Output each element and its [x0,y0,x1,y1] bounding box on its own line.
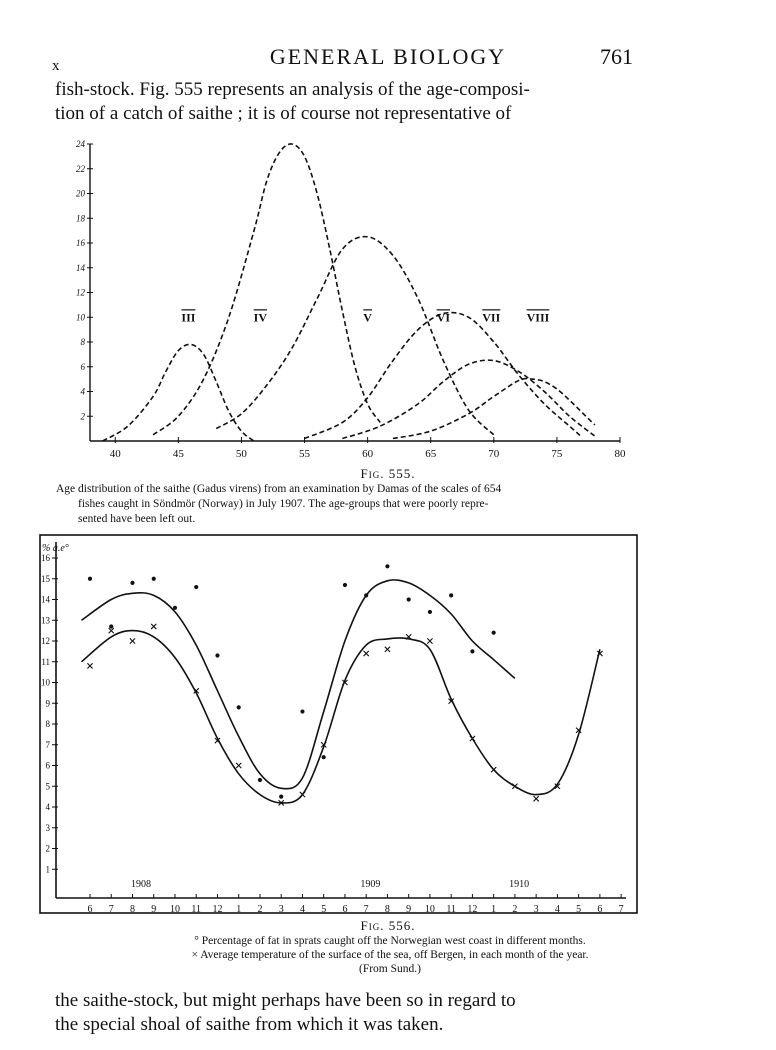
y-tick-label: 13 [41,615,50,626]
fat-percentage-point [449,593,453,597]
running-head: GENERAL BIOLOGY [269,44,507,69]
fat-percentage-point [470,649,474,653]
fat-percentage-point [428,610,432,614]
fat-percentage-point [173,606,177,610]
x-tick-label: 4 [554,904,560,915]
x-tick-label: 40 [109,448,121,460]
year-label: 1909 [360,879,381,890]
fat-percentage-curve [82,580,515,789]
y-tick-label: 22 [76,163,85,174]
y-tick-label: 12 [76,287,85,298]
fat-percentage-point [215,653,219,657]
page-number: 761 [600,44,633,69]
x-tick-label: 11 [446,904,456,915]
figure-556-outer-frame [40,535,637,913]
y-tick-label: 10 [41,677,50,688]
x-tick-label: 10 [169,904,180,915]
paragraph-top-line-2: tion of a catch of saithe ; it is of course not representative of [55,103,512,124]
x-tick-label: 12 [212,904,223,915]
x-tick-label: 7 [618,904,624,915]
x-tick-label: 70 [488,448,500,460]
x-tick-label: 55 [299,448,311,460]
x-tick-label: 6 [342,904,348,915]
y-tick-label: 4 [45,802,50,812]
y-tick-label: 7 [45,739,50,750]
fat-percentage-point [237,705,241,709]
x-tick-label: 10 [424,904,435,915]
y-tick-label: 2 [45,843,50,854]
figure-556-legend-line-3: (From Sund.) [359,963,421,975]
sea-temperature-point [236,763,241,768]
y-tick-label: 1 [45,864,50,875]
y-tick-label: 10 [76,312,85,323]
fat-percentage-point [407,597,411,601]
y-tick-label: 4 [80,386,85,397]
sea-temperature-point [470,736,475,741]
sea-temperature-point [385,647,390,652]
paragraph-top-line-1: fish-stock. Fig. 555 represents an analysis of the age-composi- [55,79,530,100]
x-tick-label: 2 [257,904,263,915]
figure-555-caption-line-1: Age distribution of the saithe (Gadus virens) from an examination by Damas of the scales of 654 [56,483,502,495]
x-tick-label: 7 [363,904,369,915]
sea-temperature-point [364,651,369,656]
x-tick-label: 3 [533,904,539,915]
x-tick-label: 75 [551,448,563,460]
age-group-curve [103,344,254,441]
age-group-curve [393,379,595,439]
x-tick-label: 5 [321,904,327,915]
figure-556-legend [60,934,720,976]
figure-555-label: Fig. 555. [360,466,416,481]
sea-temperature-point [491,767,496,772]
figure-555-caption [56,482,646,527]
x-tick-label: 45 [172,448,184,460]
fat-percentage-point [194,585,198,589]
y-axis-label: % a.e° [42,543,69,554]
fat-percentage-point [130,581,134,585]
year-label: 1910 [509,879,530,890]
sea-temperature-point [427,638,432,643]
sea-temperature-curve [82,631,600,803]
sea-temperature-point [300,792,305,797]
figure-555-caption-line-3: sented have been left out. [78,513,196,525]
figure-556-label: Fig. 556. [360,918,416,933]
fat-percentage-point [279,795,283,799]
age-group-label: VIII [526,310,550,325]
fat-percentage-point [88,577,92,581]
figure-555-caption-line-2: fishes caught in Söndmör (Norway) in July 1907. The age-groups that were poorly repre- [78,498,489,510]
x-tick-label: 3 [278,904,284,915]
fat-percentage-point [385,564,389,568]
x-tick-label: 50 [235,448,247,460]
y-tick-label: 16 [41,553,50,563]
x-tick-label: 2 [512,904,518,915]
x-tick-label: 6 [597,904,603,915]
sea-temperature-point [87,663,92,668]
age-group-label: V [363,310,372,325]
paragraph-top [55,78,655,126]
y-tick-label: 8 [45,719,50,729]
fat-percentage-point [109,624,113,628]
x-tick-label: 8 [384,904,390,915]
sea-temperature-point [130,638,135,643]
y-tick-label: 5 [45,781,50,792]
x-tick-label: 6 [87,904,93,915]
x-tick-label: 80 [614,448,626,460]
fat-percentage-point [300,709,304,713]
figure-555-chart [50,134,640,469]
y-tick-label: 15 [41,573,50,584]
y-tick-label: 24 [76,139,85,149]
y-tick-label: 14 [76,262,85,273]
y-tick-label: 11 [41,656,50,667]
y-tick-label: 12 [41,636,50,646]
y-tick-label: 20 [76,188,85,199]
age-group-label: IV [253,310,268,325]
x-tick-label: 1 [236,904,242,915]
fat-percentage-point [258,778,262,782]
paragraph-bottom-line-2: the special shoal of saithe from which it was taken. [55,1014,444,1035]
age-group-label: III [181,310,196,325]
age-group-curve [342,360,594,438]
y-tick-label: 6 [80,361,85,372]
x-tick-label: 12 [467,904,478,915]
x-tick-label: 8 [129,904,135,915]
age-group-label: VI [436,310,451,325]
year-label: 1908 [130,879,151,890]
x-tick-label: 9 [406,904,412,915]
figure-556-legend-line-2: × Average temperature of the surface of the sea, off Bergen, in each month of the year. [191,949,589,961]
x-tick-label: 1 [491,904,497,915]
x-tick-label: 5 [576,904,582,915]
figure-556-chart [36,530,646,920]
paragraph-bottom-line-1: the saithe-stock, but might perhaps have been so in regard to [55,990,516,1011]
x-tick-label: 11 [191,904,202,915]
y-tick-label: 14 [41,594,50,605]
sea-temperature-point [151,624,156,629]
y-tick-label: 2 [80,411,85,422]
x-tick-label: 65 [425,448,437,460]
age-group-curve [153,144,380,435]
fat-percentage-point [322,755,326,759]
x-tick-label: 9 [151,904,157,915]
sea-temperature-point [534,796,539,801]
y-tick-label: 18 [76,213,85,224]
figure-556-legend-line-1: ° Percentage of fat in sprats caught off the Norwegian west coast in different months. [194,935,586,947]
age-group-curve [216,237,494,435]
age-group-label: VII [482,310,501,325]
fat-percentage-point [152,577,156,581]
y-tick-label: 9 [45,698,50,709]
y-tick-label: 16 [76,238,85,248]
x-tick-label: 7 [108,904,114,915]
fat-percentage-point [343,583,347,587]
fat-percentage-point [492,631,496,635]
fat-percentage-point [364,593,368,597]
y-tick-label: 6 [45,760,50,771]
sea-temperature-point [512,784,517,789]
margin-mark: x [52,58,60,74]
y-tick-label: 8 [80,337,85,347]
y-tick-label: 3 [45,822,50,833]
x-tick-label: 4 [299,904,305,915]
paragraph-bottom [55,989,655,1037]
x-tick-label: 60 [362,448,374,460]
sea-temperature-point [109,628,114,633]
